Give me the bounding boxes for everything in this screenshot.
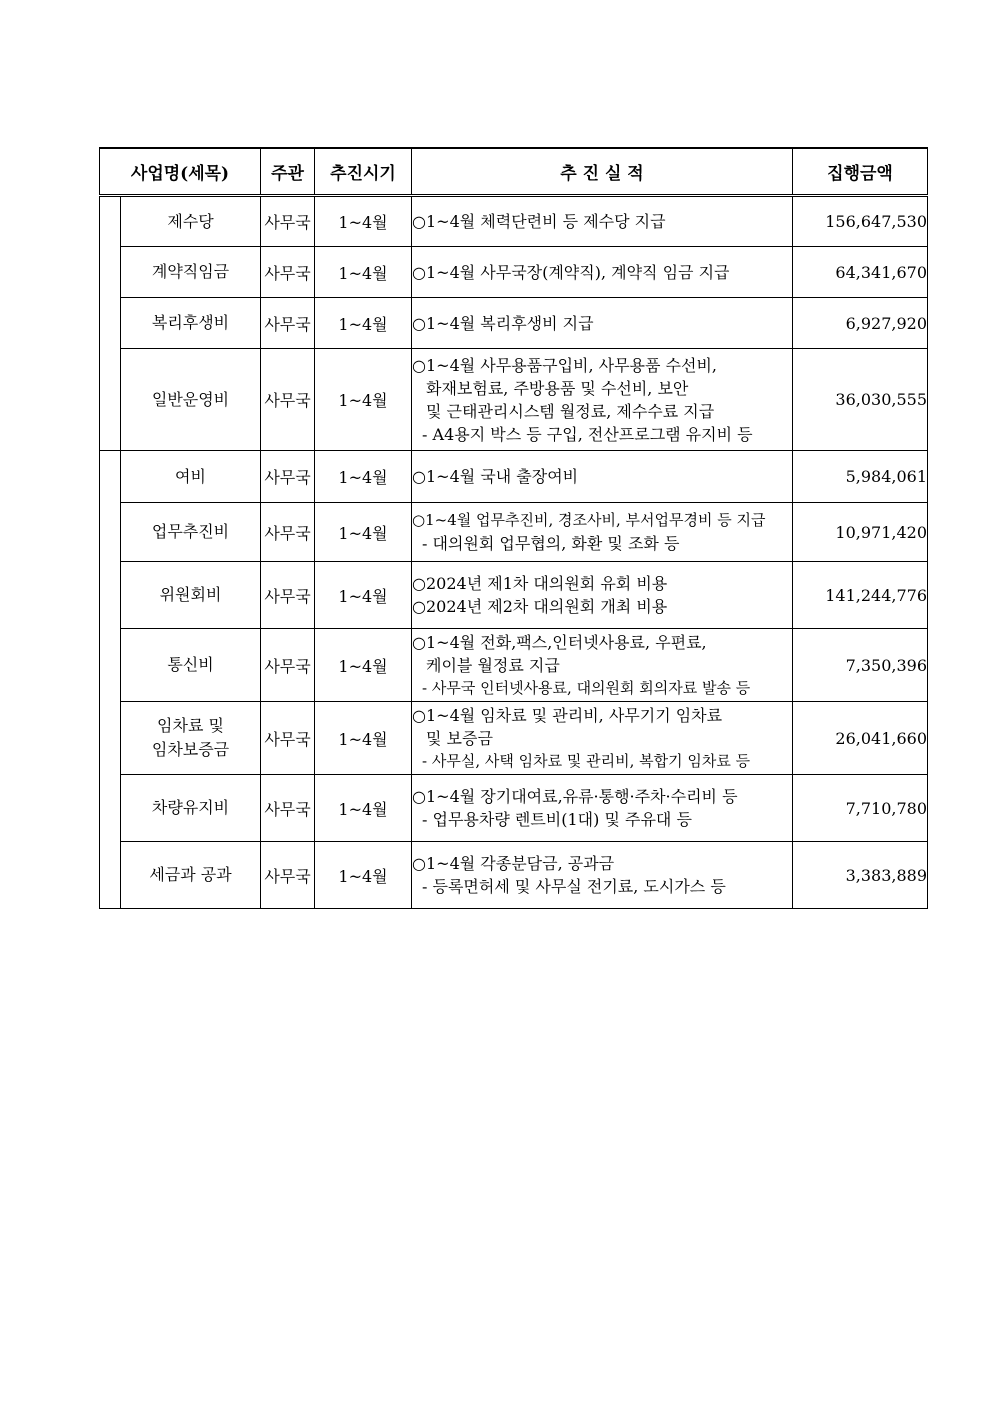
- row-amount: 7,710,780: [793, 775, 928, 842]
- row-amount: 6,927,920: [793, 298, 928, 349]
- row-amount: 141,244,776: [793, 562, 928, 629]
- row-dept: 사무국: [261, 629, 315, 702]
- row-name: 복리후생비: [121, 298, 261, 349]
- detail-line: ○1~4월 전화,팩스,인터넷사용료, 우편료,: [412, 632, 707, 652]
- table-row: [100, 562, 928, 629]
- detail-line: ○1~4월 사무국장(계약직), 계약직 임금 지급: [412, 262, 730, 282]
- row-amount: 36,030,555: [793, 349, 928, 451]
- table-header-row: [100, 148, 928, 196]
- row-amount: 26,041,660: [793, 702, 928, 775]
- detail-line: ○1~4월 각종분담금, 공과금: [412, 854, 615, 873]
- row-detail: [412, 451, 793, 503]
- budget-execution-table: [99, 147, 928, 909]
- row-name: 업무추진비: [121, 503, 261, 562]
- row-amount: 156,647,530: [793, 196, 928, 247]
- row-period: 1~4월: [315, 702, 412, 775]
- header-dept: 주관: [261, 148, 315, 196]
- table-row: [100, 702, 928, 775]
- header-amount: 집행금액: [793, 148, 928, 196]
- row-amount: 10,971,420: [793, 503, 928, 562]
- detail-subline: - 사무국 인터넷사용료, 대의원회 회의자료 발송 등: [422, 678, 751, 697]
- detail-subline: - 사무실, 사택 임차료 및 관리비, 복합기 임차료 등: [422, 751, 751, 770]
- row-period: 1~4월: [315, 775, 412, 842]
- detail-subline: - 대의원회 업무협의, 화환 및 조화 등: [422, 534, 680, 553]
- detail-line: ○1~4월 임차료 및 관리비, 사무기기 임차료: [412, 705, 723, 725]
- row-name: 여비: [121, 451, 261, 503]
- table-row: [100, 196, 928, 247]
- row-dept: 사무국: [261, 503, 315, 562]
- row-amount: 3,383,889: [793, 842, 928, 909]
- row-detail: [412, 196, 793, 247]
- table-row: [100, 842, 928, 909]
- table-row: [100, 629, 928, 702]
- row-amount: 7,350,396: [793, 629, 928, 702]
- detail-line: 및 근태관리시스템 월정료, 제수수료 지급: [426, 401, 715, 421]
- detail-line: ○1~4월 장기대여료,유류·통행·주차·수리비 등: [412, 787, 738, 806]
- row-name-line: 임차료 및: [157, 716, 224, 735]
- row-name: 제수당: [121, 196, 261, 247]
- row-detail: [412, 562, 793, 629]
- detail-line: ○1~4월 국내 출장여비: [412, 467, 579, 486]
- row-dept: 사무국: [261, 349, 315, 451]
- row-period: 1~4월: [315, 196, 412, 247]
- row-period: 1~4월: [315, 842, 412, 909]
- table-row: [100, 247, 928, 298]
- row-amount: 64,341,670: [793, 247, 928, 298]
- row-name: 통신비: [121, 629, 261, 702]
- detail-line: 화재보험료, 주방용품 및 수선비, 보안: [426, 378, 689, 398]
- row-dept: 사무국: [261, 702, 315, 775]
- row-period: 1~4월: [315, 247, 412, 298]
- detail-line: ○2024년 제1차 대의원회 유회 비용: [412, 574, 668, 593]
- detail-line: 및 보증금: [426, 728, 493, 748]
- row-detail: [412, 842, 793, 909]
- row-dept: 사무국: [261, 775, 315, 842]
- row-dept: 사무국: [261, 562, 315, 629]
- row-dept: 사무국: [261, 196, 315, 247]
- header-detail: 추 진 실 적: [412, 148, 793, 196]
- row-name: [121, 702, 261, 775]
- row-detail: [412, 349, 793, 451]
- row-dept: 사무국: [261, 842, 315, 909]
- detail-line: ○1~4월 업무추진비, 경조사비, 부서업무경비 등 지급: [412, 511, 766, 529]
- row-period: 1~4월: [315, 298, 412, 349]
- detail-line: ○1~4월 복리후생비 지급: [412, 313, 594, 333]
- table-row: [100, 503, 928, 562]
- header-name: 사업명(세목): [100, 148, 261, 196]
- row-period: 1~4월: [315, 349, 412, 451]
- row-dept: 사무국: [261, 298, 315, 349]
- table-row: [100, 451, 928, 503]
- row-dept: 사무국: [261, 451, 315, 503]
- detail-subline: - A4용지 박스 등 구입, 전산프로그램 유지비 등: [422, 424, 753, 444]
- row-dept: 사무국: [261, 247, 315, 298]
- row-name: 계약직임금: [121, 247, 261, 298]
- detail-line: ○2024년 제2차 대의원회 개최 비용: [412, 597, 668, 616]
- header-period: 추진시기: [315, 148, 412, 196]
- row-detail: [412, 702, 793, 775]
- table-row: [100, 298, 928, 349]
- row-detail: [412, 629, 793, 702]
- row-name: 위원회비: [121, 562, 261, 629]
- row-detail: [412, 503, 793, 562]
- row-name: 차량유지비: [121, 775, 261, 842]
- row-detail: [412, 298, 793, 349]
- group-indicator-cell: [100, 451, 121, 909]
- detail-line: ○1~4월 체력단련비 등 제수당 지급: [412, 212, 666, 231]
- row-name-line: 임차보증금: [151, 740, 230, 759]
- table-row: [100, 349, 928, 451]
- row-period: 1~4월: [315, 503, 412, 562]
- detail-line: 케이블 월정료 지급: [426, 655, 560, 675]
- row-name: 세금과 공과: [121, 842, 261, 909]
- detail-line: ○1~4월 사무용품구입비, 사무용품 수선비,: [412, 355, 718, 375]
- table-row: [100, 775, 928, 842]
- group-indicator-cell: [100, 196, 121, 451]
- row-period: 1~4월: [315, 562, 412, 629]
- row-period: 1~4월: [315, 451, 412, 503]
- row-detail: [412, 247, 793, 298]
- row-detail: [412, 775, 793, 842]
- row-period: 1~4월: [315, 629, 412, 702]
- row-amount: 5,984,061: [793, 451, 928, 503]
- detail-subline: - 등록면허세 및 사무실 전기료, 도시가스 등: [422, 877, 726, 896]
- row-name: 일반운영비: [121, 349, 261, 451]
- detail-subline: - 업무용차량 렌트비(1대) 및 주유대 등: [422, 810, 692, 829]
